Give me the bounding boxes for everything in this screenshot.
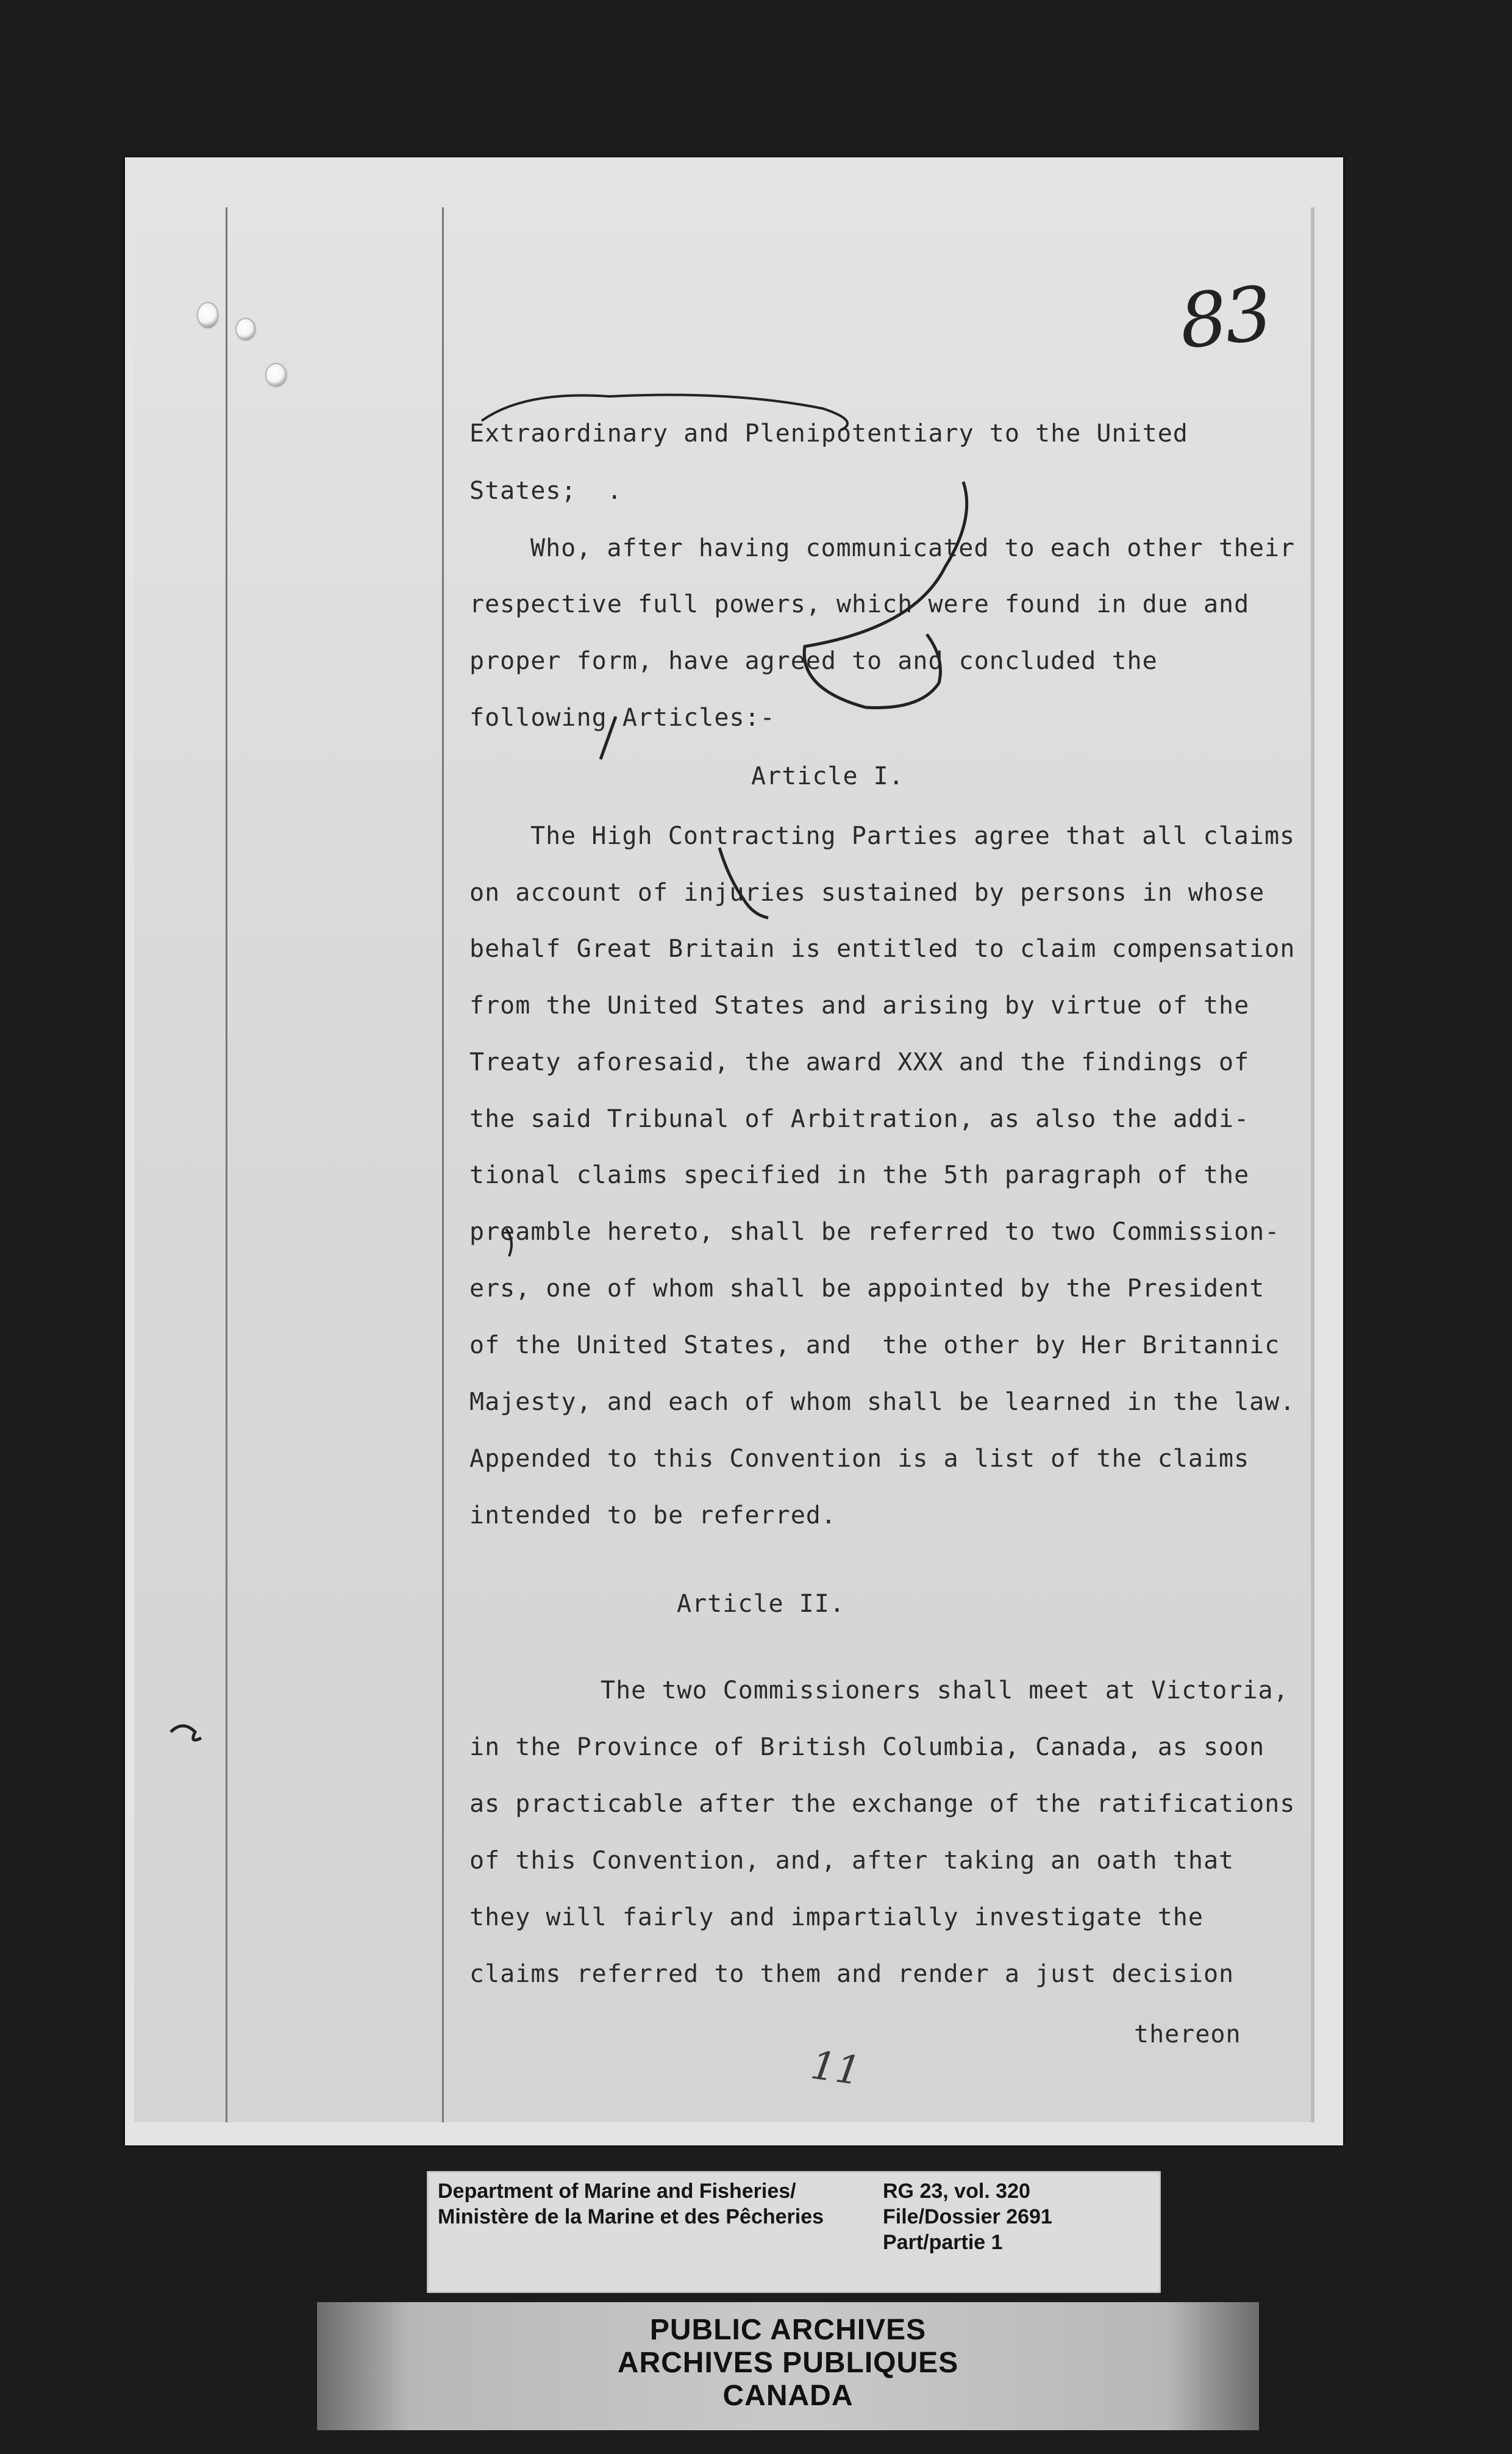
text-line-continuation: thereon (1134, 2020, 1241, 2048)
text-line: proper form, have agreed to and concluded the (469, 647, 1158, 675)
text-line: intended to be referred. (469, 1501, 836, 1529)
department-english: Department of Marine and Fisheries/ (438, 2180, 796, 2203)
article-1-heading: Article I. (751, 762, 904, 790)
text-line: following Articles:- (469, 704, 776, 732)
text-line: Appended to this Convention is a list of the claims (469, 1445, 1250, 1473)
margin-rule-left (226, 207, 227, 2122)
text-line: ers, one of whom shall be appointed by the President (469, 1275, 1265, 1303)
record-group: RG 23, vol. 320 (883, 2180, 1030, 2203)
text-line: States; . (469, 477, 622, 505)
text-line: Majesty, and each of whom shall be learned in the law. (469, 1388, 1296, 1416)
part-number: Part/partie 1 (883, 2231, 1003, 2254)
handwritten-page-number: 83 (1175, 270, 1274, 366)
text-line: as practicable after the exchange of the ratifications (469, 1790, 1296, 1818)
stamp-line-canada: CANADA (722, 2380, 854, 2412)
margin-rule-right (442, 207, 444, 2122)
text-line: respective full powers, which were found in due and (469, 590, 1250, 618)
text-line: Who, after having communicated to each other their (530, 534, 1296, 562)
text-line: of the United States, and the other by Her Britannic (469, 1331, 1280, 1359)
article-2-heading: Article II. (677, 1590, 845, 1618)
text-line: preamble hereto, shall be referred to two Commission- (469, 1218, 1280, 1246)
text-line: they will fairly and impartially investigate the (469, 1903, 1204, 1931)
punch-hole (266, 364, 286, 386)
text-line: Treaty aforesaid, the award XXX and the findings of (469, 1048, 1250, 1076)
text-line: tional claims specified in the 5th paragraph of the (469, 1161, 1250, 1189)
text-line: The two Commissioners shall meet at Victoria, (601, 1676, 1289, 1705)
stamp-line-public-archives: PUBLIC ARCHIVES (649, 2314, 927, 2346)
text-line: in the Province of British Columbia, Canada, as soon (469, 1733, 1265, 1761)
archive-reference-label (427, 2171, 1161, 2293)
department-french: Ministère de la Marine et des Pêcheries (438, 2205, 824, 2228)
archives-stamp (317, 2302, 1259, 2430)
file-number: File/Dossier 2691 (883, 2205, 1052, 2228)
text-line: from the United States and arising by virtue of the (469, 992, 1250, 1020)
stamp-line-archives-publiques: ARCHIVES PUBLIQUES (617, 2347, 959, 2379)
punch-hole (198, 303, 218, 327)
text-line: Extraordinary and Plenipotentiary to the United (469, 420, 1188, 448)
text-line: The High Contracting Parties agree that all claims (530, 822, 1296, 850)
text-line: the said Tribunal of Arbitration, as also the addi- (469, 1105, 1250, 1133)
text-line: claims referred to them and render a just decision (469, 1960, 1235, 1988)
handwritten-folio-mark: 11 (808, 2042, 864, 2095)
text-line: behalf Great Britain is entitled to claim compensation (469, 935, 1296, 963)
text-line: of this Convention, and, after taking an oath that (469, 1847, 1235, 1875)
text-line: on account of injuries sustained by persons in whose (469, 879, 1265, 907)
punch-hole (237, 319, 255, 340)
